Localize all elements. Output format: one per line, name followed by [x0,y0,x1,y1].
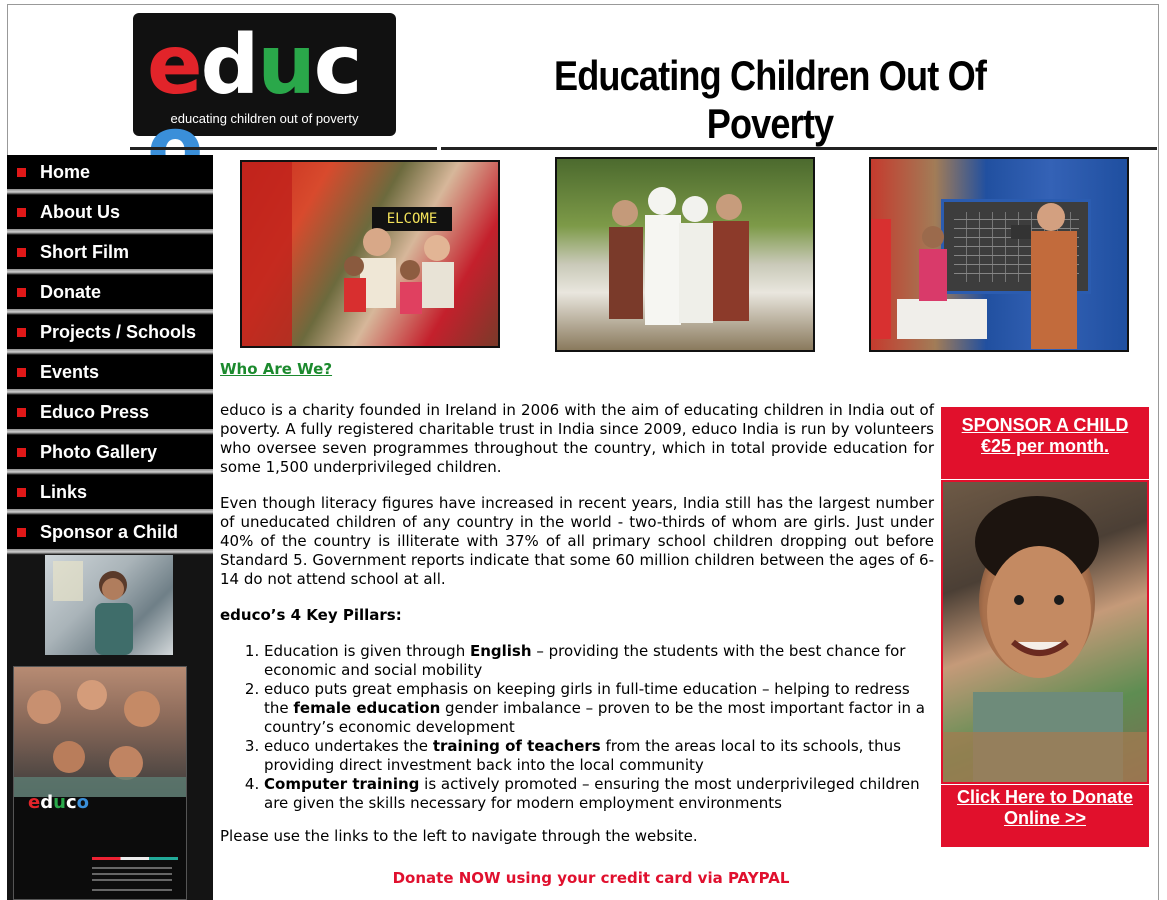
nav-label: Projects / Schools [40,321,197,342]
bullet-icon [17,328,26,337]
brochure-text-line [92,867,172,869]
logo-letter: c [313,18,361,113]
literacy-paragraph: Even though literacy figures have increased in recent years, India still has the largest number of uneducated children of any country in the world - two-thirds of whom are girls. Just under 40% of the country is illiterate with 37% of all primary school children dropping out before Standard 5. Government reports indicate that some 60 million children between the ages of 6-14 do not attend school at all. [220,494,934,588]
header-divider [441,147,1157,150]
brochure-text-line [92,889,172,891]
nav-item-educo-press[interactable] [7,395,213,435]
pillar-text: is actively promoted – ensuring the most underprivileged children are given the skills necessary for modern employment environments [264,775,920,812]
people-figures-icon [242,162,500,348]
welcome-sign: ELCOME [372,207,452,231]
logo-tagline: educating children out of poverty [170,111,359,126]
bullet-icon [17,288,26,297]
pillars-heading: educo’s 4 Key Pillars: [220,606,402,624]
child-figure-icon [45,555,173,655]
bullet-icon [17,248,26,257]
pillar-text: gender imbalance – proven to be the most important factor in a country’s economic development [264,699,925,736]
nav-item-projects-schools[interactable] [7,315,213,355]
pillar-keyword: training of teachers [432,737,601,755]
paypal-donate-link[interactable] [220,869,1148,887]
pillar-text: educo undertakes the [264,737,433,755]
closing-text: Please use the links to the left to navigate through the website. [220,827,698,845]
nav-label: Photo Gallery [40,441,158,462]
sponsor-line-1[interactable]: SPONSOR A CHILD [961,415,1129,435]
bullet-icon [17,168,26,177]
brochure-text-line [92,879,172,881]
nav-label: Links [40,481,88,502]
brochure-color-bar [92,857,178,860]
donate-line-2[interactable]: Online >> [1003,808,1087,828]
bullet-icon [17,368,26,377]
nav-label: Home [40,161,91,182]
donate-online-button[interactable] [941,785,1149,847]
nav-item-photo-gallery[interactable] [7,435,213,475]
pillar-keyword: English [469,642,532,660]
donate-line-1[interactable]: Click Here to Donate [956,787,1134,807]
logo-letter: d [200,18,258,113]
header-divider [130,147,437,150]
bullet-icon [17,208,26,217]
main-content [220,401,934,846]
bullet-icon [17,448,26,457]
pillar-text: – providing the students with the best chance for economic and social mobility [264,642,906,679]
nav-item-short-film[interactable] [7,235,213,275]
list-item [264,737,934,775]
nav-label: Events [40,361,100,382]
nav-item-home[interactable] [7,155,213,195]
brochure-logo: educo [28,792,89,813]
children-group-icon [14,667,187,797]
bullet-icon [17,488,26,497]
nav-label: Sponsor a Child [40,521,179,542]
classroom-figures-icon [871,159,1129,352]
intro-paragraph: educo is a charity founded in Ireland in 2006 with the aim of educating children in India out of poverty. A fully registered charitable trust in India since 2009, educo India is run by volunteers who oversee seven programmes throughout the country, which in total provide education for some 1,500 underprivileged children. [220,401,934,476]
child-thumbnail-photo[interactable] [45,555,173,655]
list-item [264,775,934,813]
list-item [264,680,934,737]
pillar-keyword: female education [293,699,441,717]
nav-item-links[interactable] [7,475,213,515]
bullet-icon [17,528,26,537]
nav-label: About Us [40,201,120,222]
pillar-text: from the areas local to its schools, thus providing direct investment back into the local community [264,737,901,774]
nav-label: Short Film [40,241,129,262]
nav-item-sponsor-a-child[interactable] [7,515,213,555]
paypal-text[interactable]: Donate NOW using your credit card via PAYPAL [392,869,790,887]
smiling-child-photo[interactable] [941,480,1149,784]
nav-item-about-us[interactable] [7,195,213,235]
brochure-text-line [92,873,172,875]
nav-label: Educo Press [40,401,150,422]
brochure-image[interactable] [13,666,187,900]
pillar-text: educo puts great emphasis on keeping girls in full-time education – helping to redress the [264,680,910,717]
nav-item-donate[interactable] [7,275,213,315]
nav-label: Donate [40,281,102,302]
sponsor-line-2[interactable]: €25 per month. [980,436,1110,456]
volunteers-figures-icon [557,159,815,352]
volunteers-photo[interactable] [555,157,815,352]
nav-item-events[interactable] [7,355,213,395]
section-heading-who-are-we[interactable]: Who Are We? [220,360,333,378]
bullet-icon [17,408,26,417]
welcome-photo[interactable] [240,160,500,348]
list-item [264,642,934,680]
child-portrait-icon [943,482,1149,784]
logo-letter: u [257,18,314,113]
main-nav [7,155,213,555]
brochure-photo [14,667,186,797]
sponsor-a-child-button[interactable] [941,407,1149,479]
educo-logo[interactable] [133,13,396,136]
logo-letter: e [147,18,201,113]
pillar-keyword: Computer training [264,775,420,793]
header-title: Educating Children Out Of Poverty [553,52,986,147]
classroom-photo[interactable] [869,157,1129,352]
pillar-text: Education is given through [264,642,470,660]
pillars-list [264,642,934,813]
